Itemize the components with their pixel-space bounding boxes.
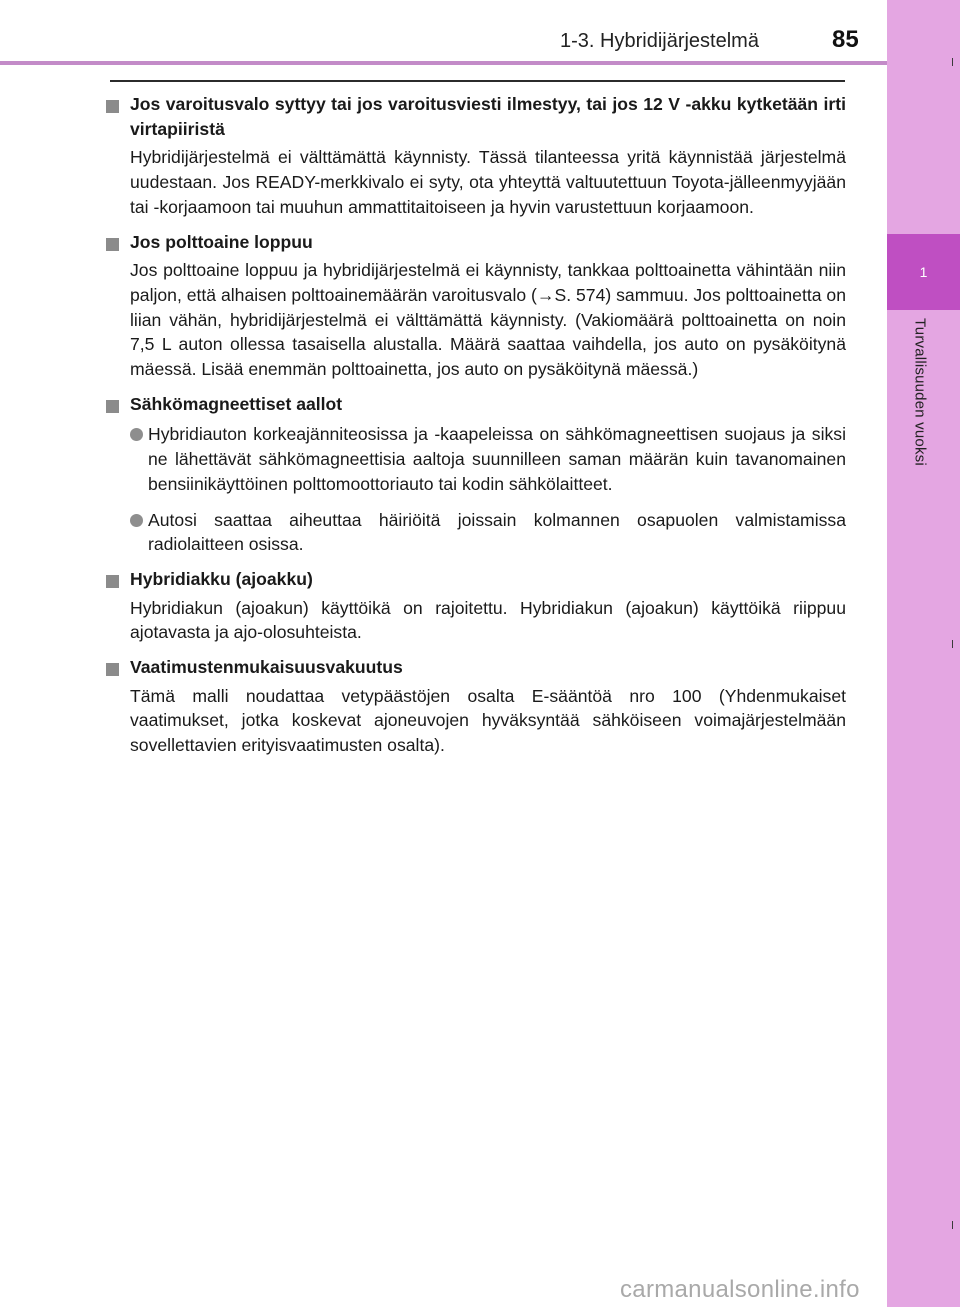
- page-content: [106, 92, 846, 758]
- section-title: 1-3. Hybridijärjestelmä: [560, 30, 759, 52]
- square-bullet-icon: [106, 655, 130, 676]
- square-bullet-icon: [106, 92, 130, 113]
- section-heading: [106, 392, 846, 417]
- section-heading-text: Jos polttoaine loppuu: [130, 231, 313, 252]
- chapter-sidebar: [887, 0, 960, 1307]
- section-divider: [110, 80, 845, 82]
- list-item: [130, 422, 846, 496]
- crop-mark: [952, 58, 953, 66]
- circle-bullet-icon: [130, 508, 148, 527]
- list-item-text: Autosi saattaa aiheuttaa häiriöitä joissain kolmannen osapuolen valmistamissa radiolaitteen osissa.: [148, 509, 846, 555]
- section-heading-text: Vaatimustenmukaisuusvakuutus: [130, 657, 403, 678]
- section-heading-text: Hybridiakku (ajoakku): [130, 568, 313, 589]
- section-paragraph: Tämä malli noudattaa vetypäästöjen osalta E-sääntöä nro 100 (Yhdenmukaiset vaatimukset, jotka koskevat ajoneuvojen hyväksyntää sähköiseen voimajärjestelmään sovellettavien erityisvaatimusten osalta).: [130, 685, 846, 756]
- section-paragraph: Jos polttoaine loppuu ja hybridijärjestelmä ei käynnisty, tankkaa polttoainetta vähintään niin paljon, että alhaisen polttoainemäärän varoitusvalo (→S. 574) sammuu. Jos polttoainetta on liian vähän, hybridijärjestelmä ei välttämättä käynnisty. (Vakiomäärä polttoainetta on noin 7,5 L auton ollessa tasaisella alustalla. Määrä saattaa vaihdella, jos auto on pysäköitynä mäessä. Lisää enemmän polttoainetta, jos auto on pysäköitynä mäessä.): [130, 260, 846, 380]
- header-rule: [0, 61, 887, 65]
- circle-bullet-icon: [130, 422, 148, 441]
- section-heading: [106, 230, 846, 255]
- crop-mark: [952, 1221, 953, 1229]
- page-number: 85: [832, 26, 859, 53]
- square-bullet-icon: [106, 392, 130, 413]
- section-heading: [106, 567, 846, 592]
- square-bullet-icon: [106, 230, 130, 251]
- chapter-tab[interactable]: 1: [887, 234, 960, 310]
- watermark: carmanualsonline.info: [620, 1276, 860, 1303]
- section-paragraph: Hybridijärjestelmä ei välttämättä käynnisty. Tässä tilanteessa yritä käynnistää järjestelmä uudestaan. Jos READY-merkkivalo ei syty, ota yhteyttä valtuutettuun Toyota-jälleenmyyjään tai -korjaamoon tai muuhun ammattitaitoiseen ja hyvin varustettuun korjaamoon.: [130, 147, 846, 217]
- section-heading: [106, 92, 846, 141]
- section-heading: [106, 655, 846, 680]
- section-heading-text: Sähkömagneettiset aallot: [130, 393, 343, 414]
- section-paragraph: Hybridiakun (ajoakun) käyttöikä on rajoitettu. Hybridiakun (ajoakun) käyttöikä riippuu ajotavasta ja ajo-olosuhteista.: [130, 597, 846, 643]
- square-bullet-icon: [106, 567, 130, 588]
- chapter-label: Turvallisuuden vuoksi: [911, 318, 929, 466]
- section-heading-text: Jos varoitusvalo syttyy tai jos varoitusviesti ilmestyy, tai jos 12 V -akku kytketään irti virtapiiristä: [130, 94, 846, 139]
- list-item: [130, 508, 846, 557]
- crop-mark: [952, 640, 953, 648]
- list-item-text: Hybridiauton korkeajänniteosissa ja -kaapeleissa on sähkömagneettisen suojaus ja siksi ne lähettävät sähkömagneettisia aaltoja suunnilleen saman määrän kuin tavanomainen bensiinikäyttöinen polttomoottoriauto tai kodin sähkölaitteet.: [148, 424, 846, 494]
